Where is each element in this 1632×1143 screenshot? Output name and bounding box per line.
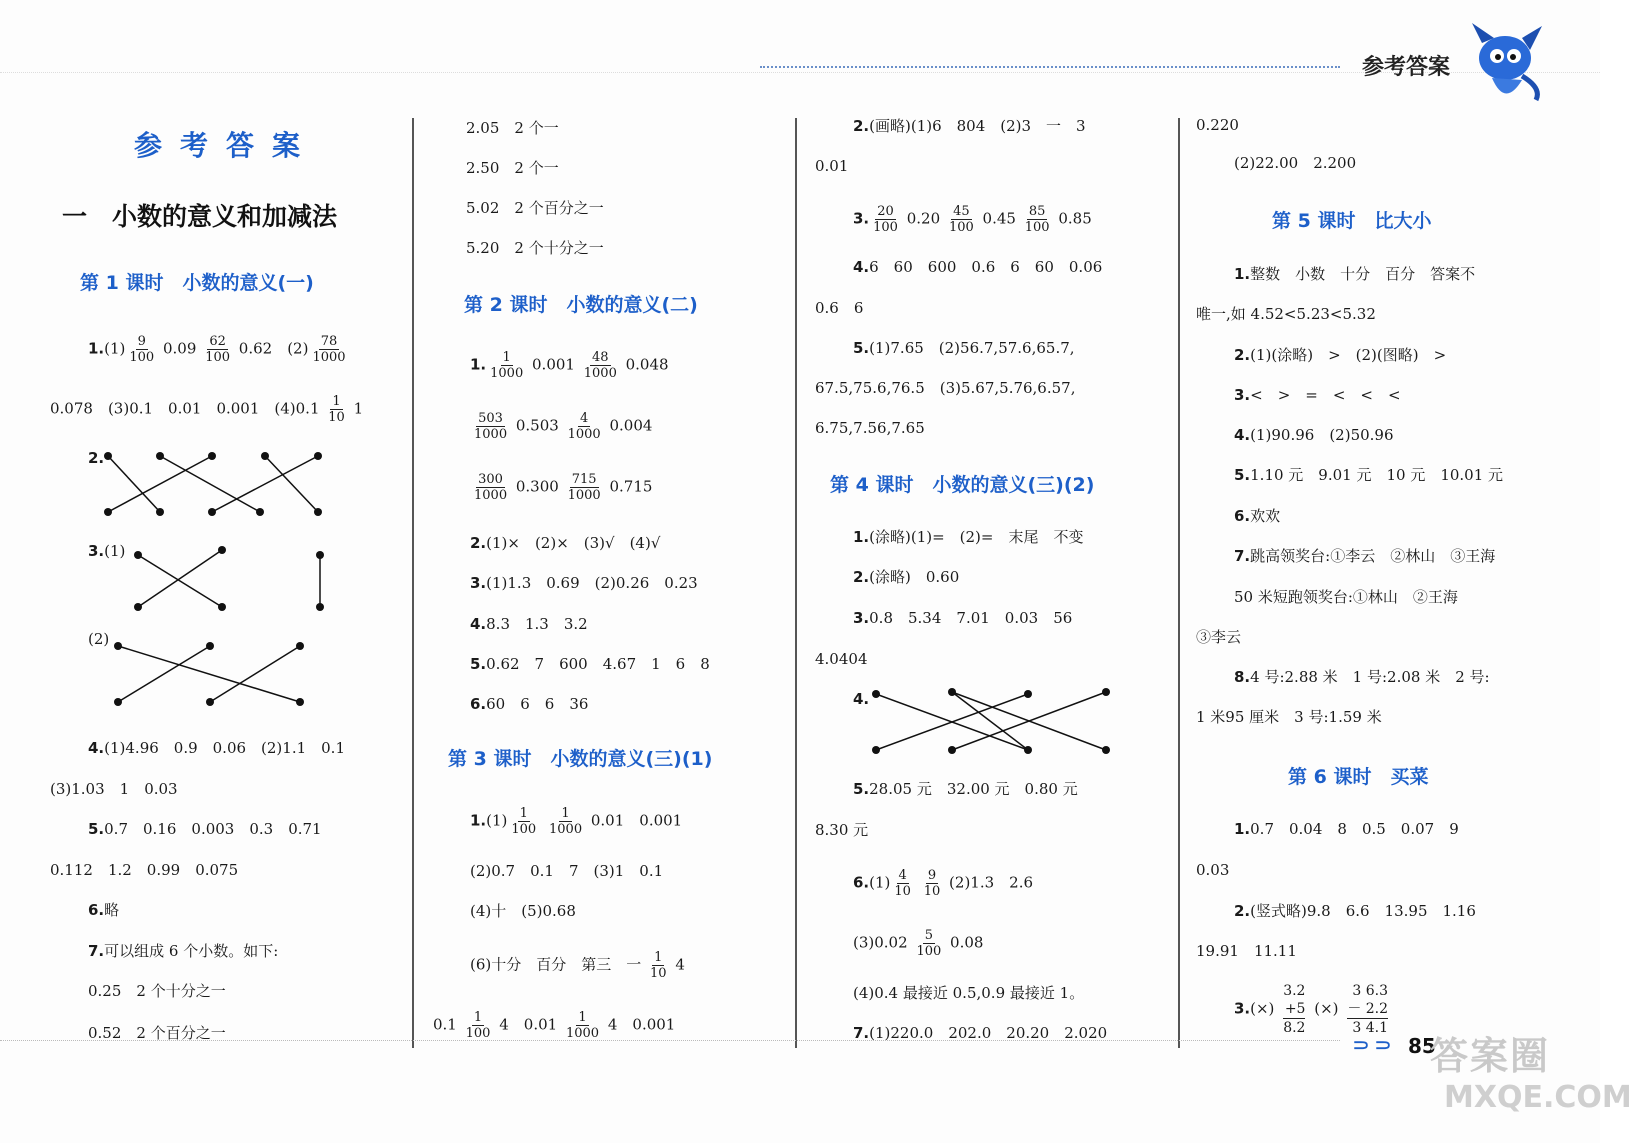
q-number: 2. — [853, 568, 870, 586]
fraction — [922, 868, 943, 899]
text: (1) — [486, 811, 508, 830]
text: (画略)(1)6 804 (2)3 一 3 — [869, 117, 1086, 135]
c1-q6 — [88, 899, 119, 921]
denominator: 100 — [948, 220, 974, 235]
c4-l6-q2 — [1234, 900, 1476, 922]
numerator: 715 — [571, 472, 597, 487]
denominator: 1000 — [565, 1026, 600, 1041]
c2-q1-row2 — [470, 411, 652, 442]
q-number: 2. — [1234, 902, 1251, 920]
c1-q7-line2: 0.52 2 个百分之一 — [88, 1024, 226, 1042]
text: (1)× (2)× (3)√ (4)√ — [486, 534, 661, 552]
text: 0.7 0.04 8 0.5 0.07 9 — [1250, 820, 1459, 838]
top-dotted-rule — [0, 72, 1600, 73]
text: (1) — [104, 542, 126, 560]
numerator: 1 — [473, 1010, 483, 1025]
vertical-calc-2 — [1347, 982, 1388, 1037]
text: 0.078 (3)0.1 0.01 0.001 (4)0.1 — [50, 399, 320, 418]
c1-q5-line2: 0.112 1.2 0.99 0.075 — [50, 861, 239, 879]
q-number: 3. — [88, 542, 105, 560]
c3-q4b: 0.6 6 — [815, 299, 864, 317]
c3-q5 — [853, 337, 1075, 359]
q-number: 1. — [470, 355, 487, 374]
text: (竖式略)9.8 6.6 13.95 1.16 — [1250, 902, 1476, 920]
text: 0.048 — [625, 355, 669, 374]
text: (3)0.02 — [853, 933, 908, 952]
fraction — [892, 868, 913, 899]
c3-q2 — [853, 115, 1086, 137]
c2-q1-row1 — [470, 350, 669, 381]
c4-q5 — [1234, 464, 1503, 486]
calc-row: 3 6.3 — [1352, 983, 1389, 999]
c3-l4-q6 — [853, 868, 1033, 899]
text: (涂略) 0.60 — [869, 568, 960, 586]
text: 4 — [675, 955, 685, 974]
q-number: 2. — [853, 117, 870, 135]
q-number: 3. — [470, 574, 487, 592]
c3-l4-q4-label — [853, 688, 869, 710]
text: 可以组成 6 个小数。如下: — [104, 942, 279, 960]
c3-l4-q5 — [853, 778, 1078, 800]
numerator: 503 — [478, 411, 503, 426]
c2-line3: 5.02 2 个百分之一 — [466, 199, 604, 217]
denominator: 1000 — [549, 822, 583, 837]
text: 1 — [353, 399, 364, 418]
c3-q5c: 6.75,7.56,7.65 — [815, 419, 925, 437]
c4-l6-q3 — [1234, 982, 1392, 1037]
fraction — [914, 928, 943, 959]
c4-q8b: 1 米95 厘米 3 号:1.59 米 — [1196, 708, 1382, 726]
c1-q3-2-matching-diagram — [110, 640, 310, 715]
text: 4 0.001 — [607, 1015, 676, 1034]
q-number: 4. — [88, 739, 105, 757]
numerator: 48 — [592, 350, 609, 365]
numerator: 9 — [137, 334, 146, 349]
page-number: 85 — [1408, 1034, 1436, 1058]
mascot-icon — [1462, 18, 1548, 108]
c4-l6-q1b: 0.03 — [1196, 861, 1230, 879]
c1-q7-line1: 0.25 2 个十分之一 — [88, 982, 226, 1000]
c1-q5-line1 — [88, 818, 322, 840]
denominator: 100 — [916, 944, 942, 959]
c2-q5 — [470, 653, 710, 675]
numerator: 4 — [580, 411, 589, 426]
c1-q4-line2: (3)1.03 1 0.03 — [50, 780, 178, 798]
text: 0.20 — [906, 209, 941, 228]
header-title: 参考答案 — [1362, 55, 1451, 80]
lesson-4-title: 第 4 课时 小数的意义(三)(2) — [830, 474, 1095, 496]
numerator: 1 — [519, 806, 528, 821]
c4-q7 — [1234, 545, 1495, 567]
text: 欢欢 — [1250, 507, 1281, 525]
numerator: 9 — [927, 868, 937, 883]
text: (1) — [869, 873, 891, 892]
q-number: 5. — [853, 339, 870, 357]
text: 0.85 — [1058, 209, 1092, 228]
text: 0.1 — [433, 1015, 457, 1034]
c4-line2: (2)22.00 2.200 — [1234, 154, 1357, 172]
q-number: 6. — [470, 695, 487, 713]
c3-l4-q3 — [853, 607, 1072, 629]
denominator: 100 — [873, 220, 898, 235]
numerator: 1 — [578, 1010, 587, 1025]
vertical-calc-1 — [1283, 982, 1305, 1037]
c1-q1-line2 — [50, 394, 363, 425]
lesson-5-title: 第 5 课时 比大小 — [1272, 210, 1432, 232]
numerator: 4 — [898, 868, 907, 883]
fraction — [488, 350, 525, 381]
denominator: 1000 — [490, 366, 524, 381]
q-number: 3. — [1234, 999, 1251, 1018]
text: (×) — [1250, 999, 1275, 1018]
c1-q7 — [88, 940, 278, 962]
q-number: 4. — [1234, 426, 1251, 444]
calc-row: － 2.2 — [1347, 1001, 1389, 1017]
fraction — [566, 472, 603, 503]
q-number: 3. — [853, 209, 870, 228]
text: 0.001 — [532, 355, 575, 374]
text: (2)1.3 2.6 — [949, 873, 1034, 892]
q-number: 1. — [1234, 820, 1251, 838]
c4-q1b: 唯一,如 4.52<5.23<5.32 — [1196, 305, 1376, 323]
c4-q1 — [1234, 263, 1475, 285]
c2-q3 — [470, 572, 698, 594]
numerator: 62 — [209, 334, 226, 349]
q-number: 1. — [853, 528, 870, 546]
text: 0.7 0.16 0.003 0.3 0.71 — [104, 820, 322, 838]
q-number: 7. — [853, 1024, 870, 1042]
denominator: 100 — [205, 350, 231, 365]
q-number: 5. — [1234, 466, 1251, 484]
column-divider-1 — [412, 118, 414, 1048]
q-number: 5. — [88, 820, 105, 838]
numerator: 1 — [502, 350, 511, 365]
text: 1.10 元 9.01 元 10 元 10.01 元 — [1250, 466, 1504, 484]
calc-result: 3 4.1 — [1347, 1018, 1388, 1037]
denominator: 1000 — [474, 488, 508, 503]
text: 0.09 — [163, 339, 197, 358]
footer-swirl-icon: ⸧⸧ — [1350, 1033, 1395, 1059]
c4-q8 — [1234, 666, 1490, 688]
denominator: 1000 — [567, 427, 601, 442]
text: 28.05 元 32.00 元 0.80 元 — [869, 780, 1078, 798]
c1-q2-matching-diagram — [100, 450, 330, 520]
numerator: 78 — [320, 334, 338, 349]
c4-l6-q2b: 19.91 11.11 — [1196, 942, 1297, 960]
text: (1)1.3 0.69 (2)0.26 0.23 — [486, 574, 698, 592]
text: (×) — [1314, 999, 1339, 1018]
q-number: 4. — [853, 690, 870, 708]
q-number: 6. — [1234, 507, 1251, 525]
text: (1) — [104, 339, 126, 358]
q-number: 4. — [470, 615, 487, 633]
denominator: 10 — [923, 884, 941, 899]
c2-l3-q1-2: (2)0.7 0.1 7 (3)1 0.1 — [470, 862, 664, 880]
text: (1)7.65 (2)56.7,57.6,65.7, — [869, 339, 1075, 357]
text: (6)十分 百分 第三 一 — [470, 955, 642, 974]
fraction — [509, 806, 538, 837]
text: 4 号:2.88 米 1 号:2.08 米 2 号: — [1250, 668, 1490, 686]
numerator: 85 — [1028, 204, 1046, 219]
denominator: 1000 — [474, 427, 508, 442]
c3-l4-q1 — [853, 526, 1083, 548]
c2-l3-q1 — [470, 806, 682, 837]
numerator: 1 — [332, 394, 341, 409]
fraction — [582, 350, 619, 381]
text: 整数 小数 十分 百分 答案不 — [1250, 265, 1476, 283]
denominator: 10 — [894, 884, 911, 899]
column-divider-2 — [795, 118, 797, 1048]
fraction — [203, 334, 232, 365]
fraction — [326, 394, 347, 425]
text: 0.08 — [950, 933, 984, 952]
c3-l4-q3b: 4.0404 — [815, 650, 868, 668]
q-number: 3. — [1234, 386, 1251, 404]
text: 60 6 6 36 — [486, 695, 589, 713]
fraction — [871, 204, 900, 235]
fraction — [1023, 204, 1052, 235]
denominator: 100 — [511, 822, 537, 837]
denominator: 100 — [465, 1026, 491, 1041]
text: (1)220.0 202.0 20.20 2.020 — [869, 1024, 1108, 1042]
c4-q7b: 50 米短跑领奖台:①林山 ②王海 — [1234, 588, 1458, 606]
text: 0.01 0.001 — [590, 811, 683, 830]
q-number: 6. — [853, 873, 870, 892]
chapter-title: 一 小数的意义和加减法 — [62, 202, 338, 231]
c1-q3-2-label — [88, 628, 109, 650]
text: (1)4.96 0.9 0.06 (2)1.1 0.1 — [104, 739, 345, 757]
c2-l3-q1-4 — [470, 950, 685, 981]
text: 跳高领奖台:①李云 ②林山 ③王海 — [1250, 547, 1496, 565]
lesson-6-title: 第 6 课时 买菜 — [1288, 766, 1429, 788]
q-number: 5. — [470, 655, 487, 673]
c3-q5b: 67.5,75.6,76.5 (3)5.67,5.76,6.57, — [815, 379, 1076, 397]
numerator: 1 — [654, 950, 663, 965]
c3-q3 — [853, 204, 1092, 235]
text: 0.8 5.34 7.01 0.03 56 — [869, 609, 1073, 627]
denominator: 10 — [650, 966, 667, 981]
text: 0.503 — [515, 416, 559, 435]
numerator: 5 — [924, 928, 933, 943]
lesson-1-title: 第 1 课时 小数的意义(一) — [80, 272, 314, 294]
c1-q3-1-matching-diagram — [130, 545, 330, 620]
fraction — [127, 334, 156, 365]
q-number: 1. — [88, 339, 105, 358]
lesson-2-title: 第 2 课时 小数的意义(二) — [464, 294, 698, 316]
text: 4 0.01 — [499, 1015, 558, 1034]
text: < > = < < < — [1250, 386, 1401, 404]
c1-q3-label — [88, 540, 125, 562]
c2-line1: 2.05 2 个一 — [466, 119, 559, 137]
c4-q6 — [1234, 505, 1280, 527]
c2-q6 — [470, 693, 588, 715]
text: (1)(涂略) > (2)(图略) > — [1250, 346, 1447, 364]
text: 6 60 600 0.6 6 60 0.06 — [869, 258, 1103, 276]
text: 略 — [104, 901, 120, 919]
c4-q7c: ③李云 — [1196, 628, 1242, 646]
text: 0.715 — [609, 477, 653, 496]
denominator: 1000 — [567, 488, 601, 503]
q-number: 7. — [1234, 547, 1251, 565]
text: (涂略)(1)= (2)= 末尾 不变 — [869, 528, 1084, 546]
text: (2) — [88, 630, 110, 648]
fraction — [472, 472, 509, 503]
fraction — [566, 411, 603, 442]
text: 0.004 — [609, 416, 653, 435]
c2-l3-q1-5 — [433, 1010, 675, 1041]
bottom-dotted-rule — [0, 1040, 1340, 1044]
denominator: 100 — [129, 350, 155, 365]
numerator: 300 — [478, 472, 503, 487]
header-dotted-line — [760, 66, 1340, 68]
text: 8.3 1.3 3.2 — [486, 615, 588, 633]
c3-l4-q2 — [853, 566, 959, 588]
c4-q2 — [1234, 344, 1446, 366]
fraction — [564, 1010, 601, 1041]
text: 0.300 — [515, 477, 559, 496]
q-number: 2. — [1234, 346, 1251, 364]
lesson-3-title: 第 3 课时 小数的意义(三)(1) — [448, 748, 713, 770]
q-number: 5. — [853, 780, 870, 798]
c2-q4 — [470, 613, 588, 635]
q-number: 6. — [88, 901, 105, 919]
text: (1)90.96 (2)50.96 — [1250, 426, 1394, 444]
c3-l4-q4-matching-diagram — [868, 686, 1118, 758]
c1-q1-line1 — [88, 334, 350, 365]
c4-q3 — [1234, 384, 1401, 406]
fraction — [648, 950, 669, 981]
calc-row: 3.2 — [1283, 983, 1306, 999]
denominator: 10 — [328, 410, 345, 425]
numerator: 20 — [877, 204, 894, 219]
q-number: 2. — [88, 449, 105, 467]
c4-line1: 0.220 — [1196, 116, 1239, 134]
calc-result: 8.2 — [1283, 1020, 1306, 1036]
c3-l4-q6d: (4)0.4 最接近 0.5,0.9 最接近 1。 — [853, 984, 1085, 1002]
c4-q4 — [1234, 424, 1394, 446]
q-number: 8. — [1234, 668, 1251, 686]
c3-l4-q5b: 8.30 元 — [815, 821, 869, 839]
fraction — [472, 411, 509, 442]
denominator: 100 — [1024, 220, 1050, 235]
c3-q2b: 0.01 — [815, 157, 849, 175]
text: 0.62 (2) — [238, 339, 309, 358]
c3-q4 — [853, 256, 1102, 278]
fraction — [947, 204, 976, 235]
c2-q2 — [470, 532, 660, 554]
fraction — [464, 1010, 493, 1041]
c2-line2: 2.50 2 个一 — [466, 159, 559, 177]
c1-q4-line1 — [88, 737, 345, 759]
c4-l6-q1 — [1234, 818, 1459, 840]
column-divider-3 — [1178, 118, 1180, 1048]
c2-line4: 5.20 2 个十分之一 — [466, 239, 604, 257]
fraction — [547, 806, 584, 837]
numerator: 1 — [561, 806, 570, 821]
c2-l3-q1-3: (4)十 (5)0.68 — [470, 902, 576, 920]
q-number: 3. — [853, 609, 870, 627]
calc-row: +5 — [1284, 1001, 1306, 1017]
fraction — [310, 334, 347, 365]
c2-q1-row3 — [470, 472, 652, 503]
c3-l4-q6c — [853, 928, 983, 959]
text: 0.45 — [982, 209, 1016, 228]
watermark-logo: 答案圈 — [1430, 1034, 1551, 1078]
denominator: 1000 — [312, 350, 346, 365]
watermark-url: MXQE.COM — [1444, 1080, 1632, 1115]
q-number: 1. — [1234, 265, 1251, 283]
q-number: 1. — [470, 811, 487, 830]
denominator: 1000 — [583, 366, 617, 381]
text: 0.62 7 600 4.67 1 6 8 — [486, 655, 710, 673]
q-number: 2. — [470, 534, 487, 552]
q-number: 7. — [88, 942, 105, 960]
main-title: 参考答案 — [134, 129, 319, 162]
q-number: 4. — [853, 258, 870, 276]
numerator: 45 — [953, 204, 970, 219]
